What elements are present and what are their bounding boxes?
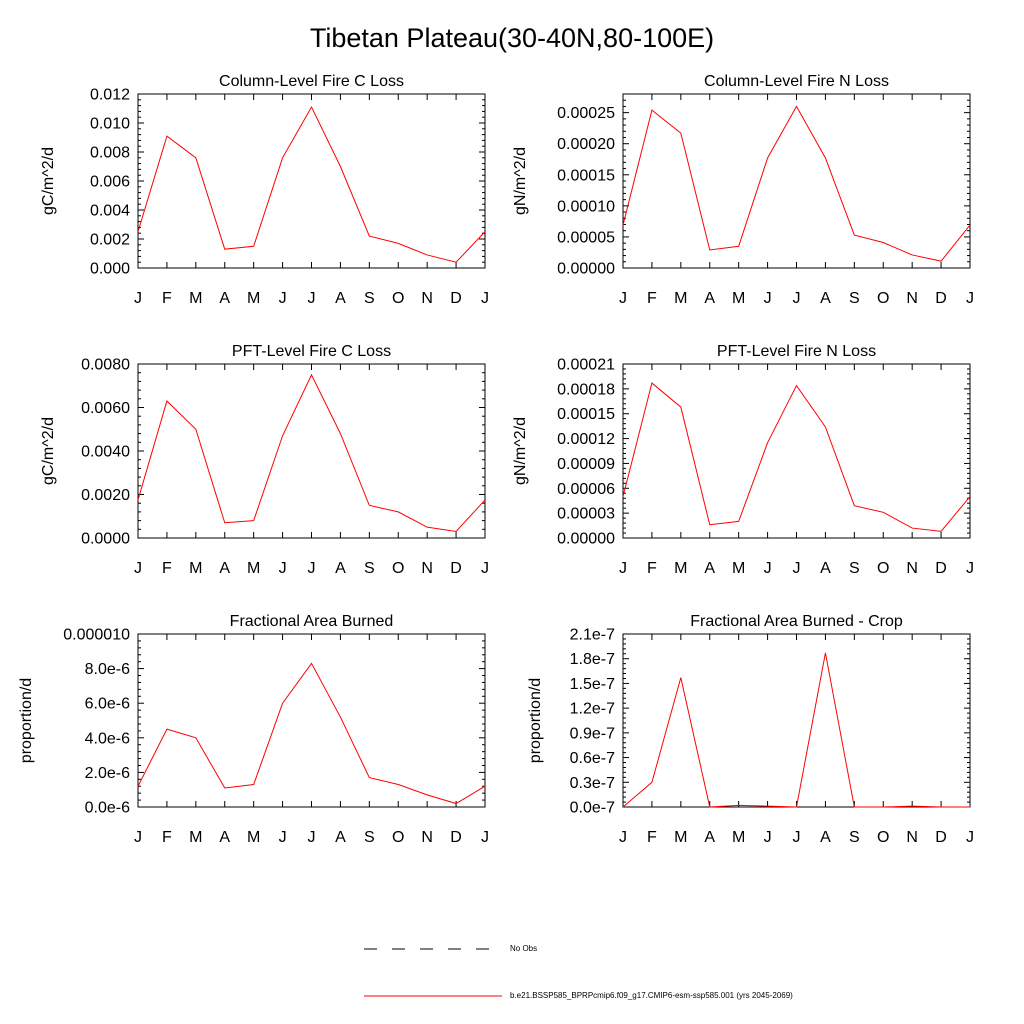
y-tick-label: 0.00020 [557, 136, 615, 154]
x-tick-label: O [392, 560, 405, 577]
y-tick-label: 1.2e-7 [569, 700, 615, 718]
y-tick-label: 0.008 [89, 144, 130, 162]
x-tick-label: O [877, 560, 890, 577]
plot-frame [623, 634, 970, 807]
series-line [138, 663, 485, 803]
y-tick-label: 0.00015 [557, 167, 615, 185]
panel-title: Fractional Area Burned [229, 613, 394, 630]
x-tick-label: J [763, 290, 772, 307]
x-tick-label: A [704, 829, 716, 846]
x-tick-label: J [481, 829, 489, 846]
x-tick-label: J [278, 290, 287, 307]
y-tick-label: 0.012 [89, 86, 130, 104]
x-tick-label: M [247, 829, 261, 846]
x-tick-label: N [421, 829, 433, 846]
y-tick-label: 0.00000 [557, 530, 615, 548]
x-tick-label: M [247, 560, 261, 577]
chart-panel-6 [527, 613, 974, 846]
x-tick-label: A [335, 560, 346, 577]
y-tick-label: 2.1e-7 [569, 626, 615, 644]
y-axis-label: gC/m^2/d [40, 417, 57, 485]
x-tick-label: D [450, 829, 462, 846]
y-tick-label: 0.3e-7 [569, 774, 615, 792]
x-tick-label: F [647, 290, 657, 307]
x-tick-label: S [363, 560, 375, 577]
y-axis-label: proportion/d [18, 677, 35, 764]
x-tick-label: S [848, 829, 860, 846]
y-tick-label: 0.0020 [81, 487, 130, 504]
x-tick-label: F [647, 560, 657, 577]
x-tick-label: M [247, 290, 261, 307]
y-tick-label: 0.006 [89, 173, 130, 191]
chart-panel-1 [40, 73, 489, 307]
x-tick-label: M [732, 829, 746, 846]
y-tick-label: 0.6e-7 [569, 750, 615, 768]
y-tick-label: 0.9e-7 [569, 725, 615, 743]
series-line [623, 106, 970, 261]
x-tick-label: A [335, 290, 346, 307]
series-line [138, 375, 485, 532]
y-tick-label: 4.0e-6 [84, 730, 130, 748]
y-tick-label: 1.5e-7 [569, 675, 615, 693]
x-tick-label: A [704, 560, 716, 577]
x-tick-label: J [763, 829, 772, 846]
y-tick-label: 0.00018 [557, 381, 615, 399]
x-tick-label: M [732, 290, 746, 307]
y-tick-label: 0.010 [89, 115, 130, 133]
y-tick-label: 0.00005 [557, 229, 615, 247]
y-axis-label: proportion/d [527, 677, 544, 764]
x-tick-label: M [674, 829, 688, 846]
x-tick-label: A [820, 560, 831, 577]
y-tick-label: 0.00012 [557, 431, 615, 449]
x-tick-label: A [820, 829, 831, 846]
y-tick-label: 0.00003 [557, 505, 615, 523]
x-tick-label: J [619, 290, 627, 307]
y-tick-label: 0.0040 [81, 443, 130, 461]
figure-title: Tibetan Plateau(30-40N,80-100E) [309, 23, 715, 53]
y-tick-label: 0.002 [89, 231, 130, 249]
x-tick-label: J [134, 829, 142, 846]
x-tick-label: J [966, 560, 974, 577]
legend-label-no-obs: No Obs [510, 944, 538, 953]
legend-line-no-obs [364, 945, 504, 953]
x-tick-label: J [278, 829, 287, 846]
x-tick-label: A [704, 290, 716, 307]
y-tick-label: 0.0e-6 [84, 799, 130, 817]
x-tick-label: J [481, 560, 489, 577]
y-tick-label: 0.00009 [557, 455, 615, 473]
x-tick-label: S [363, 290, 375, 307]
x-tick-label: D [450, 560, 462, 577]
plot-frame [138, 364, 485, 538]
y-tick-label: 0.00025 [557, 105, 615, 123]
y-axis-label: gN/m^2/d [512, 417, 529, 485]
chart-panel-2 [512, 73, 974, 307]
x-tick-label: N [906, 560, 918, 577]
x-tick-label: O [392, 290, 405, 307]
x-tick-label: D [935, 829, 947, 846]
y-tick-label: 0.0000 [81, 530, 130, 548]
chart-panel-3 [40, 343, 489, 577]
y-tick-label: 0.000010 [63, 626, 130, 644]
x-tick-label: S [848, 290, 860, 307]
y-tick-label: 0.00021 [557, 356, 615, 374]
x-tick-label: J [307, 829, 316, 846]
x-tick-label: F [162, 560, 172, 577]
x-tick-label: J [481, 290, 489, 307]
y-tick-label: 2.0e-6 [84, 764, 130, 782]
chart-panel-4 [512, 343, 974, 577]
x-tick-label: J [134, 560, 142, 577]
x-tick-label: N [906, 829, 918, 846]
y-tick-label: 0.00006 [557, 480, 615, 498]
y-tick-label: 0.000 [89, 260, 130, 278]
plot-frame [623, 364, 970, 538]
legend-label-model: b.e21.BSSP585_BPRPcmip6.f09_g17.CMIP6-esm-ssp585.001 (yrs 2045-2069) [510, 991, 793, 1000]
y-tick-label: 0.0080 [81, 356, 130, 374]
x-tick-label: J [619, 829, 627, 846]
x-tick-label: J [619, 560, 627, 577]
x-tick-label: N [421, 560, 433, 577]
y-tick-label: 1.8e-7 [569, 651, 615, 669]
y-tick-label: 0.00000 [557, 260, 615, 278]
panel-title: PFT-Level Fire C Loss [231, 343, 392, 360]
x-tick-label: A [219, 829, 231, 846]
x-tick-label: M [674, 560, 688, 577]
series-line [138, 107, 485, 262]
x-tick-label: D [935, 290, 947, 307]
y-tick-label: 6.0e-6 [84, 695, 130, 713]
series-line [623, 653, 970, 807]
plot-frame [138, 94, 485, 268]
x-tick-label: D [935, 560, 947, 577]
x-tick-label: M [189, 560, 203, 577]
series-line [623, 383, 970, 531]
x-tick-label: A [219, 290, 231, 307]
x-tick-label: S [363, 829, 375, 846]
y-tick-label: 0.00015 [557, 406, 615, 424]
y-tick-label: 0.0e-7 [569, 799, 615, 817]
x-tick-label: F [647, 829, 657, 846]
panel-title: Fractional Area Burned - Crop [690, 613, 903, 630]
x-tick-label: A [335, 829, 346, 846]
x-tick-label: J [792, 829, 801, 846]
x-tick-label: M [189, 829, 203, 846]
x-tick-label: O [392, 829, 405, 846]
plot-frame [138, 634, 485, 807]
x-tick-label: J [307, 560, 316, 577]
x-tick-label: J [307, 290, 316, 307]
x-tick-label: J [763, 560, 772, 577]
plot-frame [623, 94, 970, 268]
x-tick-label: F [162, 290, 172, 307]
chart-panel-5 [18, 613, 489, 846]
y-tick-label: 0.004 [89, 202, 130, 220]
x-tick-label: A [820, 290, 831, 307]
x-tick-label: M [732, 560, 746, 577]
y-tick-label: 0.00010 [557, 198, 615, 216]
y-tick-label: 8.0e-6 [84, 661, 130, 679]
x-tick-label: O [877, 290, 890, 307]
legend-line-model [364, 992, 504, 1000]
x-tick-label: N [906, 290, 918, 307]
y-axis-label: gC/m^2/d [40, 147, 57, 215]
x-tick-label: J [792, 560, 801, 577]
x-tick-label: J [966, 829, 974, 846]
panel-title: Column-Level Fire C Loss [219, 73, 404, 90]
x-tick-label: J [278, 560, 287, 577]
x-tick-label: J [966, 290, 974, 307]
x-tick-label: S [848, 560, 860, 577]
x-tick-label: O [877, 829, 890, 846]
x-tick-label: F [162, 829, 172, 846]
x-tick-label: M [189, 290, 203, 307]
panel-title: Column-Level Fire N Loss [704, 73, 889, 90]
panel-title: PFT-Level Fire N Loss [716, 343, 877, 360]
x-tick-label: D [450, 290, 462, 307]
y-axis-label: gN/m^2/d [512, 147, 529, 215]
y-tick-label: 0.0060 [81, 400, 130, 417]
x-tick-label: M [674, 290, 688, 307]
x-tick-label: J [792, 290, 801, 307]
x-tick-label: J [134, 290, 142, 307]
x-tick-label: N [421, 290, 433, 307]
x-tick-label: A [219, 560, 231, 577]
